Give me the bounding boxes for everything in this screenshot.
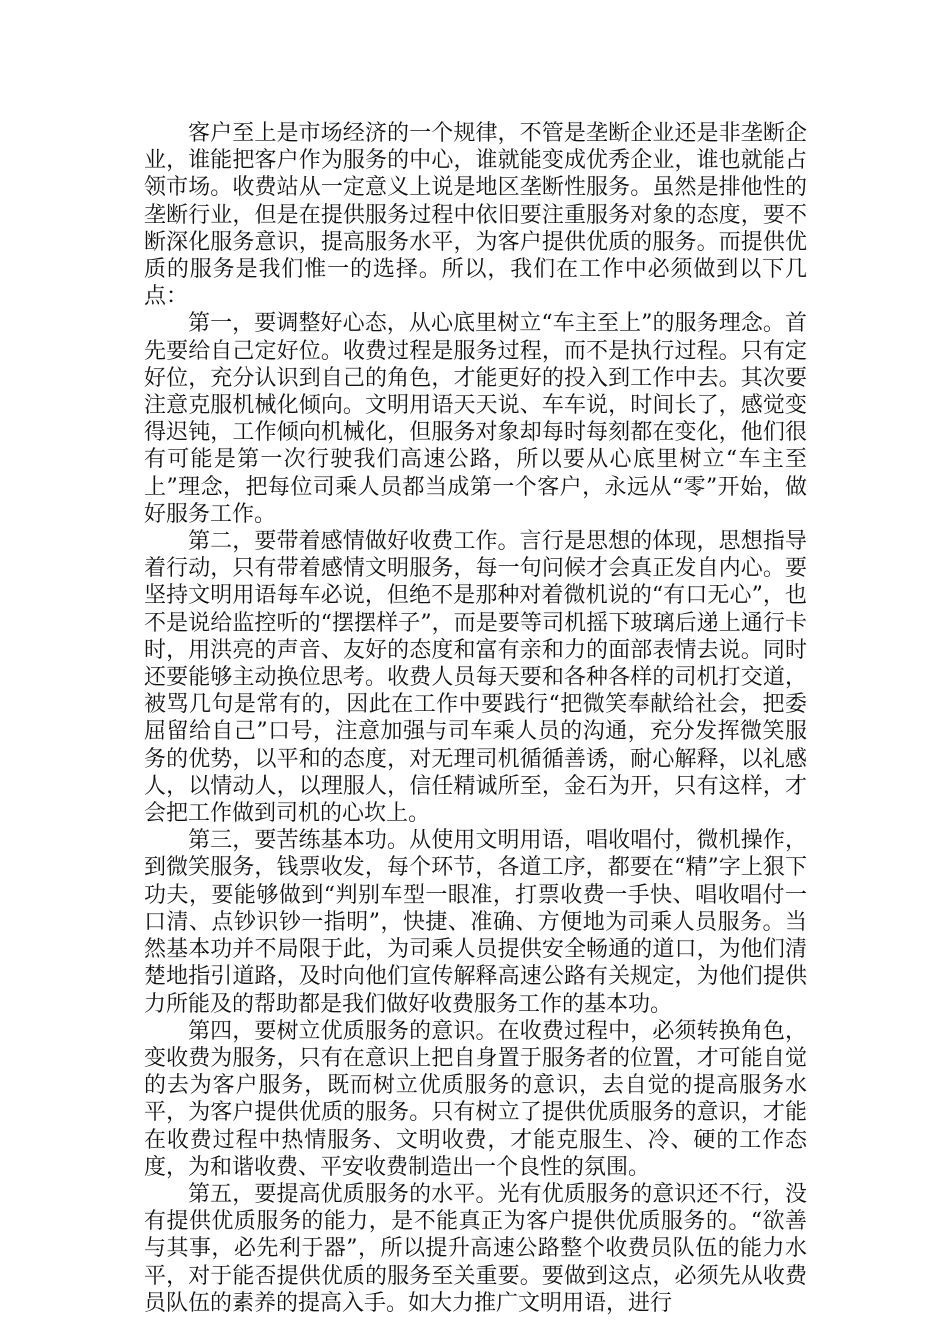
paragraph-point-4: 第四，要树立优质服务的意识。在收费过程中，必须转换角色，变收费为服务，只有在意识上把自身置于服务者的位置，才可能自觉的去为客户服务，既而树立优质服务的意识，去自觉的提高服务水平，为客户提供优质的服务。只有树立了提供优质服务的意识，才能在收费过程中热情服务、文明收费，才能克服生、冷、硬的工作态度，为和谐收费、平安收费制造出一个良性的氛围。: [144, 1018, 807, 1180]
paragraph-point-5: 第五，要提高优质服务的水平。光有优质服务的意识还不行，没有提供优质服务的能力，是不能真正为客户提供优质服务的。“欲善与其事，必先利于器”，所以提升高速公路整个收费员队伍的能力水平，对于能否提供优质的服务至关重要。要做到这点，必须先从收费员队伍的素养的提高入手。如大力推广文明用语，进行: [144, 1181, 807, 1316]
paragraph-point-1: 第一，要调整好心态，从心底里树立“车主至上”的服务理念。首先要给自己定好位。收费过程是服务过程，而不是执行过程。只有定好位，充分认识到自己的角色，才能更好的投入到工作中去。其次要注意克服机械化倾向。文明用语天天说、车车说，时间长了，感觉变得迟钝，工作倾向机械化，但服务对象却每时每刻都在变化，他们很有可能是第一次行驶我们高速公路，所以要从心底里树立“车主至上”理念，把每位司乘人员都当成第一个客户，永远从“零”开始，做好服务工作。: [144, 311, 807, 527]
document-body: [144, 120, 807, 1317]
paragraph-intro: 客户至上是市场经济的一个规律，不管是垄断企业还是非垄断企业，谁能把客户作为服务的中心，谁就能变成优秀企业，谁也就能占领市场。收费站从一定意义上说是地区垄断性服务。虽然是排他性的垄断行业，但是在提供服务过程中依旧要注重服务对象的态度，要不断深化服务意识，提高服务水平，为客户提供优质的服务。而提供优质的服务是我们惟一的选择。所以，我们在工作中必须做到以下几点：: [144, 121, 807, 310]
paragraph-point-2: 第二，要带着感情做好收费工作。言行是思想的体现，思想指导着行动，只有带着感情文明服务，每一句问候才会真正发自内心。要坚持文明用语每车必说，但绝不是那种对着微机说的“有口无心”，也不是说给监控听的“摆摆样子”，而是要等司机摇下玻璃后递上通行卡时，用洪亮的声音、友好的态度和富有亲和力的面部表情去说。同时还要能够主动换位思考。收费人员每天要和各种各样的司机打交道，被骂几句是常有的，因此在工作中要践行“把微笑奉献给社会，把委屈留给自己”口号，注意加强与司车乘人员的沟通，充分发挥微笑服务的优势，以平和的态度，对无理司机循循善诱，耐心解释，以礼感人，以情动人，以理服人，信任精诚所至，金石为开，只有这样，才会把工作做到司机的心坎上。: [144, 529, 807, 827]
paragraph-point-3: 第三，要苦练基本功。从使用文明用语，唱收唱付，微机操作，到微笑服务，钱票收发，每个环节，各道工序，都要在“精”字上狠下功夫，要能够做到“判别车型一眼准，打票收费一手快、唱收唱付一口清、点钞识钞一指明”，快捷、准确、方便地为司乘人员服务。当然基本功并不局限于此，为司乘人员提供安全畅通的道口，为他们清楚地指引道路，及时向他们宣传解释高速公路有关规定，为他们提供力所能及的帮助都是我们做好收费服务工作的基本功。: [144, 828, 807, 1017]
